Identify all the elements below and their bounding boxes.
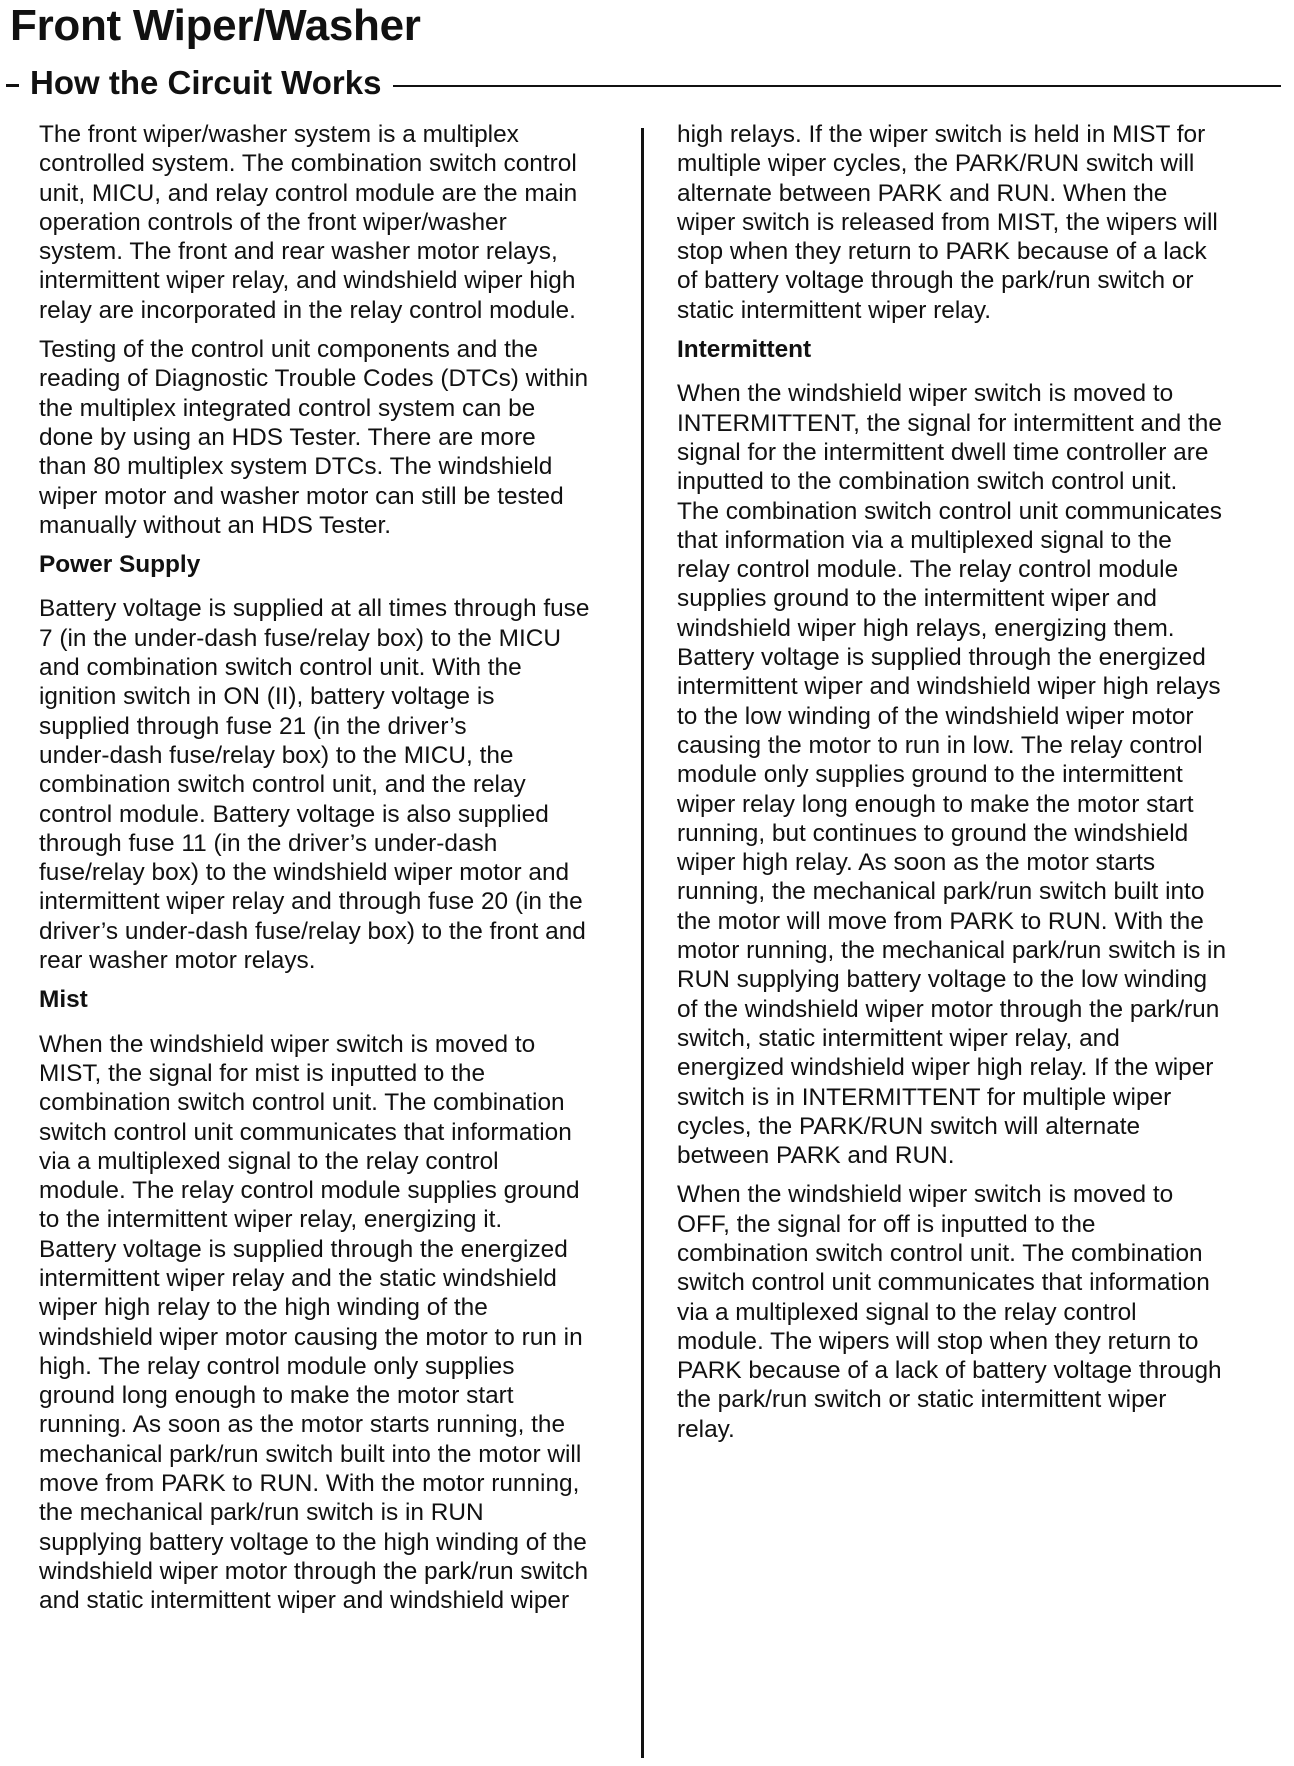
mist-continued-paragraph: high relays. If the wiper switch is held in MIST for multiple wiper cycles, the PARK/RUN switch will alternate between PARK and RUN. When the wiper switch is released from MIST, the wipers will stop when they return to PARK because of a lack of battery voltage through the park/run switch or static intermittent wiper relay. [677,121,1218,324]
mist-heading: Mist [39,986,88,1014]
intermittent-heading: Intermittent [677,336,812,364]
power-supply-paragraph: Battery voltage is supplied at all times through fuse 7 (in the under-dash fuse/relay box) to the MICU and combination switch control unit. With the ignition switch in ON (II), battery voltage is supplied through fuse 21 (in the driver’s under-dash fuse/relay box) to the MICU, the combination switch control unit, and the relay control module. Battery voltage is also supplied through fuse 11 (in the driver’s under-dash fuse/relay box) to the windshield wiper motor and intermittent wiper relay and through fuse 20 (in the driver’s under-dash fuse/relay box) to the front and rear washer motor relays. [39,595,590,975]
intro-paragraph-1: The front wiper/washer system is a multiplex controlled system. The combination switch control unit, MICU, and relay control module are the main operation controls of the front wiper/washer system. The front and rear washer motor relays, intermittent wiper relay, and windshield wiper high relay are incorporated in the relay control module. [39,121,578,324]
section-header [6,66,1281,99]
off-paragraph: When the windshield wiper switch is moved to OFF, the signal for off is inputted to the combination switch control unit. The combination switch control unit communicates that information via a multiplexed signal to the relay control module. The wipers will stop when they return to PARK because of a lack of battery voltage through the park/run switch or static intermittent wiper relay. [677,1181,1222,1443]
section-rule [393,85,1281,87]
section-dash [6,84,19,87]
right-column [677,120,1257,1454]
intro-paragraph-2: Testing of the control unit components and the reading of Diagnostic Trouble Codes (DTCs) within the multiplex integrated control system can be done by using an HDS Tester. There are more than 80 multiplex system DTCs. The windshield wiper motor and washer motor can still be tested manually without an HDS Tester. [39,336,589,539]
mist-paragraph: When the windshield wiper switch is moved to MIST, the signal for mist is inputted to the combination switch control unit. The combination switch control unit communicates that information via a multiplexed signal to the relay control module. The relay control module supplies ground to the intermittent wiper relay, energizing it. Battery voltage is supplied through the energized intermittent wiper relay and the static windshield wiper high relay to the high winding of the windshield wiper motor causing the motor to run in high. The relay control module only supplies ground long enough to make the motor start running. As soon as the motor starts running, the mechanical park/run switch built into the motor will move from PARK to RUN. With the motor running, the mechanical park/run switch is in RUN supplying battery voltage to the high winding of the windshield wiper motor through the park/run switch and static intermittent wiper and windshield wiper [39,1030,589,1615]
intermittent-paragraph: When the windshield wiper switch is moved to INTERMITTENT, the signal for intermittent and the signal for the intermittent dwell time controller are inputted to the combination switch control unit. The combination switch control unit communicates that information via a multiplexed signal to the relay control module. The relay control module supplies ground to the intermittent wiper and windshield wiper high relays, energizing them. Battery voltage is supplied through the energized intermittent wiper and windshield wiper high relays to the low winding of the windshield wiper motor causing the motor to run in low. The relay control module only supplies ground to the intermittent wiper relay long enough to make the motor start running, but continues to ground the windshield wiper high relay. As soon as the motor starts running, the mechanical park/run switch built into the motor will move from PARK to RUN. With the motor running, the mechanical park/run switch is in RUN supplying battery voltage to the low winding of the windshield wiper motor through the park/run switch, static intermittent wiper relay, and energized windshield wiper high relay. If the wiper switch is in INTERMITTENT for multiple wiper cycles, the PARK/RUN switch will alternate between PARK and RUN. [677,380,1227,1170]
left-column [39,120,617,1626]
page-title: Front Wiper/Washer [10,1,421,50]
section-subtitle: How the Circuit Works [30,64,382,101]
column-divider [641,128,644,1758]
power-supply-heading: Power Supply [39,551,201,579]
